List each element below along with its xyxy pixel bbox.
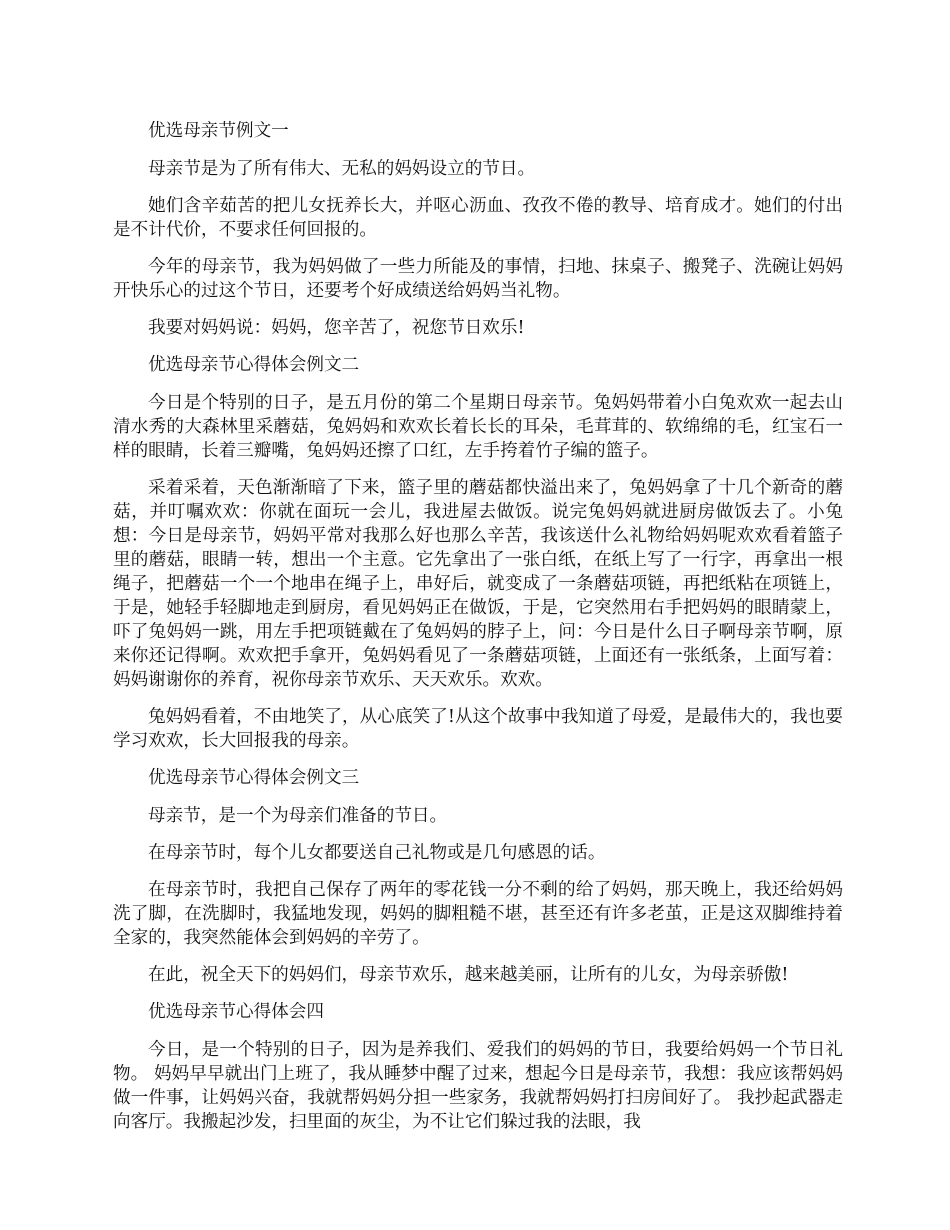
paragraph: 兔妈妈看着，不由地笑了，从心底笑了!从这个故事中我知道了母爱，是最伟大的，我也要学习欢欢，长大回报我的母亲。: [113, 707, 843, 751]
document-body: [113, 119, 843, 1147]
section-heading: 优选母亲节心得体会四: [148, 1002, 324, 1022]
paragraph: 采着采着，天色渐渐暗了下来，篮子里的蘑菇都快溢出来了，兔妈妈拿了十几个新奇的蘑菇，并叮嘱欢欢：你就在面玩一会儿，我进屋去做饭。说完兔妈妈就进厨房做饭去了。小兔想：今日是母亲节，妈妈平常对我那么好也那么辛苦，我该送什么礼物给妈妈呢欢欢看着篮子里的蘑菇，眼睛一转，想出一个主意。它先拿出了一张白纸，在纸上写了一行字，再拿出一根绳子，把蘑菇一个一个地串在绳子上，串好后，就变成了一条蘑菇项链，再把纸粘在项链上，于是，她轻手轻脚地走到厨房，看见妈妈正在做饭，于是，它突然用右手把妈妈的眼睛蒙上，吓了兔妈妈一跳，用左手把项链戴在了兔妈妈的脖子上，问：今日是什么日子啊母亲节啊，原来你还记得啊。欢欢把手拿开，兔妈妈看见了一条蘑菇项链，上面还有一张纸条，上面写着：妈妈谢谢你的养育，祝你母亲节欢乐、天天欢乐。欢欢。: [113, 478, 843, 690]
section-heading: 优选母亲节例文一: [148, 121, 289, 141]
paragraph: 今年的母亲节，我为妈妈做了一些力所能及的事情，扫地、抹桌子、搬凳子、洗碗让妈妈开快乐心的过这个节日，还要考个好成绩送给妈妈当礼物。: [113, 257, 843, 301]
paragraph: 母亲节是为了所有伟大、无私的妈妈设立的节日。: [148, 159, 536, 179]
paragraph: 我要对妈妈说：妈妈，您辛苦了，祝您节日欢乐!: [148, 318, 525, 338]
paragraph: 今日是个特别的日子，是五月份的第二个星期日母亲节。兔妈妈带着小白兔欢欢一起去山清水秀的大森林里采蘑菇，兔妈妈和欢欢长着长长的耳朵，毛茸茸的、软绵绵的毛，红宝石一样的眼睛，长着三瓣嘴，兔妈妈还擦了口红，左手挎着竹子编的篮子。: [113, 393, 843, 461]
section-heading: 优选母亲节心得体会例文三: [148, 768, 360, 788]
section-heading: 优选母亲节心得体会例文二: [148, 355, 360, 375]
paragraph: 在母亲节时，我把自己保存了两年的零花钱一分不剩的给了妈妈，那天晚上，我还给妈妈洗了脚，在洗脚时，我猛地发现，妈妈的脚粗糙不堪，甚至还有许多老茧，正是这双脚维持着全家的，我突然能体会到妈妈的辛劳了。: [113, 880, 843, 948]
paragraph: 她们含辛茹苦的把儿女抚养长大，并呕心沥血、孜孜不倦的教导、培育成才。她们的付出是不计代价，不要求任何回报的。: [113, 196, 843, 240]
paragraph: 在此，祝全天下的妈妈们，母亲节欢乐，越来越美丽，让所有的儿女，为母亲骄傲!: [148, 965, 789, 985]
paragraph: 母亲节，是一个为母亲们准备的节日。: [148, 806, 448, 826]
paragraph: 今日，是一个特别的日子，因为是养我们、爱我们的妈妈的节日，我要给妈妈一个节日礼物。 妈妈早早就出门上班了，我从睡梦中醒了过来，想起今日是母亲节，我想：我应该帮妈妈做一件事，让妈妈兴奋，我就帮妈妈分担一些家务，我就帮妈妈打扫房间好了。 我抄起武器走向客厅。我搬起沙发，扫里面的灰尘，为不让它们躲过我的法眼，我: [113, 1040, 843, 1132]
paragraph: 在母亲节时，每个儿女都要送自己礼物或是几句感恩的话。: [148, 843, 606, 863]
